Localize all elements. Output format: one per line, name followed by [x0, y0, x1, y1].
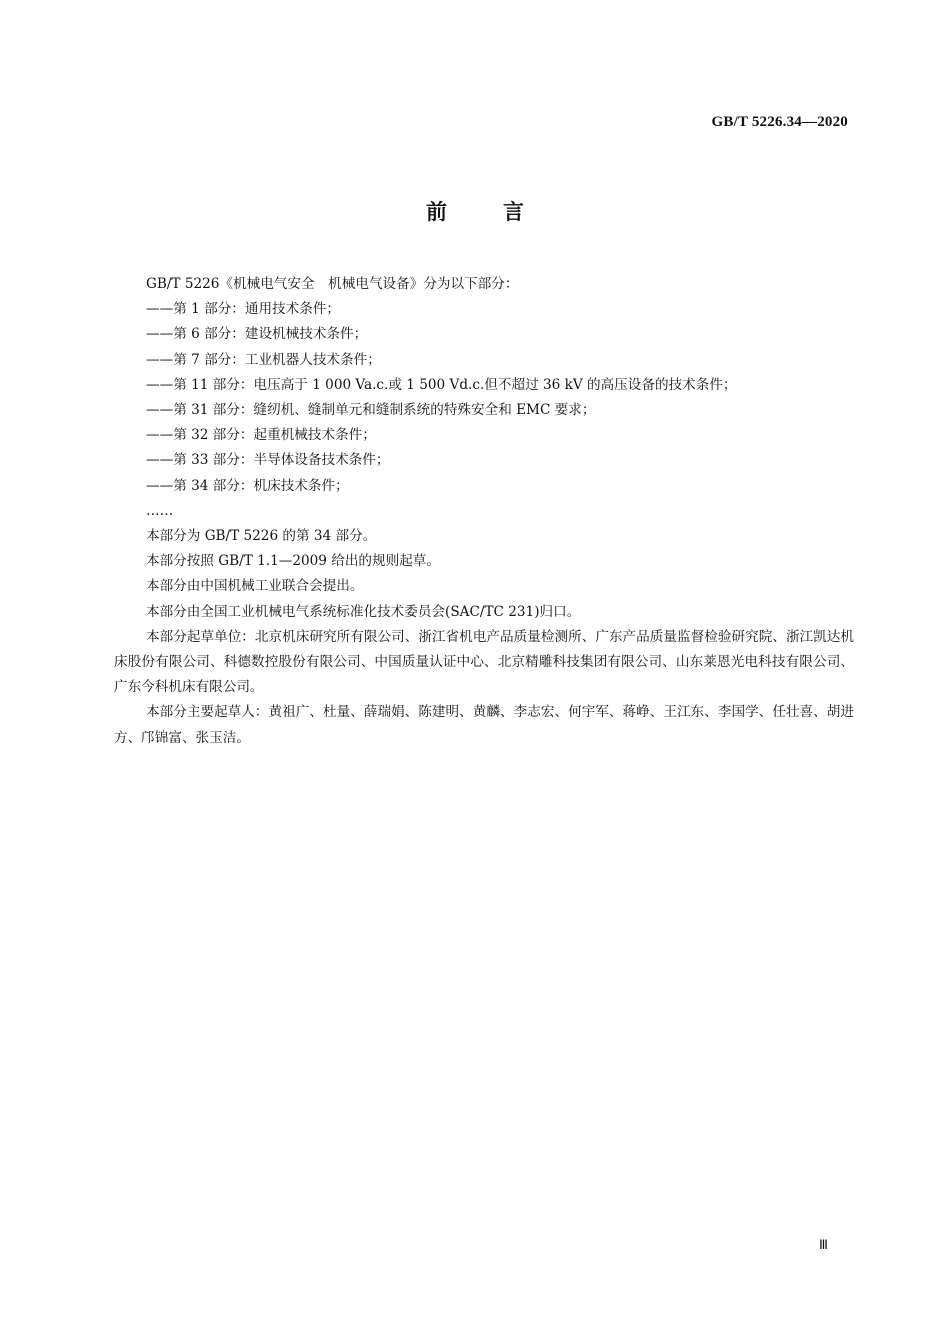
paragraph-part-number: 本部分为 GB/T 5226 的第 34 部分。 — [146, 528, 377, 545]
paragraph-proposer: 本部分由中国机械工业联合会提出。 — [146, 578, 364, 595]
document-body — [114, 272, 854, 751]
part-list-item: ——第 31 部分：缝纫机、缝制单元和缝制系统的特殊安全和 EMC 要求； — [146, 402, 596, 419]
page-title: 前言 — [426, 200, 580, 224]
paragraph-drafting-units: 本部分起草单位：北京机床研究所有限公司、浙江省机电产品质量检测所、广东产品质量监督检验研究院、浙江凯达机床股份有限公司、科德数控股份有限公司、中国质量认证中心、北京精雕科技集团有限公司、山东莱恩光电科技有限公司、广东今科机床有限公司。 — [114, 628, 854, 696]
intro-paragraph: GB/T 5226《机械电气安全 机械电气设备》分为以下部分： — [146, 276, 519, 292]
part-list-item: ——第 32 部分：起重机械技术条件； — [146, 427, 376, 444]
list-ellipsis: …… — [146, 502, 174, 519]
paragraph-drafting-rules: 本部分按照 GB/T 1.1—2009 给出的规则起草。 — [146, 553, 440, 570]
paragraph-committee: 本部分由全国工业机械电气系统标准化技术委员会(SAC/TC 231)归口。 — [146, 603, 581, 620]
standard-code: GB/T 5226.34—2020 — [711, 114, 848, 130]
part-list-item: ——第 33 部分：半导体设备技术条件； — [146, 452, 390, 469]
part-list-item: ——第 6 部分：建设机械技术条件； — [146, 326, 368, 343]
page-number: Ⅲ — [819, 1237, 828, 1252]
part-list-item: ——第 34 部分：机床技术条件； — [146, 477, 349, 494]
part-list-item: ——第 11 部分：电压高于 1 000 Va.c.或 1 500 Vd.c.但不超过 36 kV 的高压设备的技术条件； — [146, 376, 737, 393]
paragraph-drafters: 本部分主要起草人：黄祖广、杜量、薛瑞娟、陈建明、黄麟、李志宏、何宇军、蒋峥、王江东、李国学、任壮喜、胡进方、邝锦富、张玉洁。 — [114, 704, 854, 746]
part-list-item: ——第 1 部分：通用技术条件； — [146, 301, 341, 318]
part-list-item: ——第 7 部分：工业机器人技术条件； — [146, 351, 381, 368]
